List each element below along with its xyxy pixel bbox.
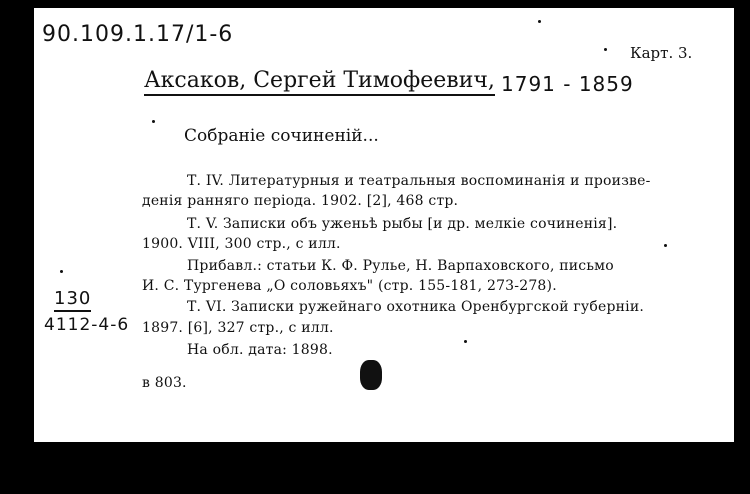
scan-border-left: [0, 0, 18, 494]
inventory-number-top: 130: [54, 290, 91, 312]
entry-line: Т. VI. Записки ружейнаго охотника Оренбургской губерніи.: [187, 299, 645, 315]
inventory-number-bottom: 4112-4-6: [44, 315, 130, 335]
entry-line: На обл. дата: 1898.: [187, 342, 333, 358]
entry-line: 1897. [6], 327 стр., с илл.: [142, 320, 334, 336]
entry-line: И. С. Тургенева „О соловьяхъ" (стр. 155-181, 273-278).: [142, 278, 557, 294]
entry-line: Т. V. Записки объ уженьѣ рыбы [и др. мелкіе сочиненія].: [187, 216, 618, 232]
bottom-code: в 803.: [142, 375, 187, 391]
ink-blot: [360, 360, 382, 390]
entry-line: денія ранняго періода. 1902. [2], 468 стр.: [142, 193, 459, 209]
ink-speck: [60, 270, 63, 273]
entry-line: 1900. VIII, 300 стр., с илл.: [142, 236, 341, 252]
ink-speck: [664, 244, 667, 247]
catalog-card: [34, 8, 734, 442]
ink-speck: [152, 120, 155, 123]
work-title: Собраніе сочиненій...: [184, 126, 379, 146]
entry-line: Прибавл.: статьи К. Ф. Рулье, Н. Варпаховского, письмо: [187, 258, 614, 274]
author-heading: Аксаков, Сергей Тимофеевич,: [144, 70, 495, 96]
ink-speck: [464, 340, 467, 343]
shelfmark: 90.109.1.17/1-6: [42, 22, 234, 47]
entry-line: Т. IV. Литературныя и театральныя воспоминанія и произве-: [187, 173, 651, 189]
ink-speck: [538, 20, 541, 23]
card-number: Карт. 3.: [630, 44, 693, 62]
author-years: 1791 - 1859: [501, 72, 634, 96]
ink-speck: [604, 48, 607, 51]
